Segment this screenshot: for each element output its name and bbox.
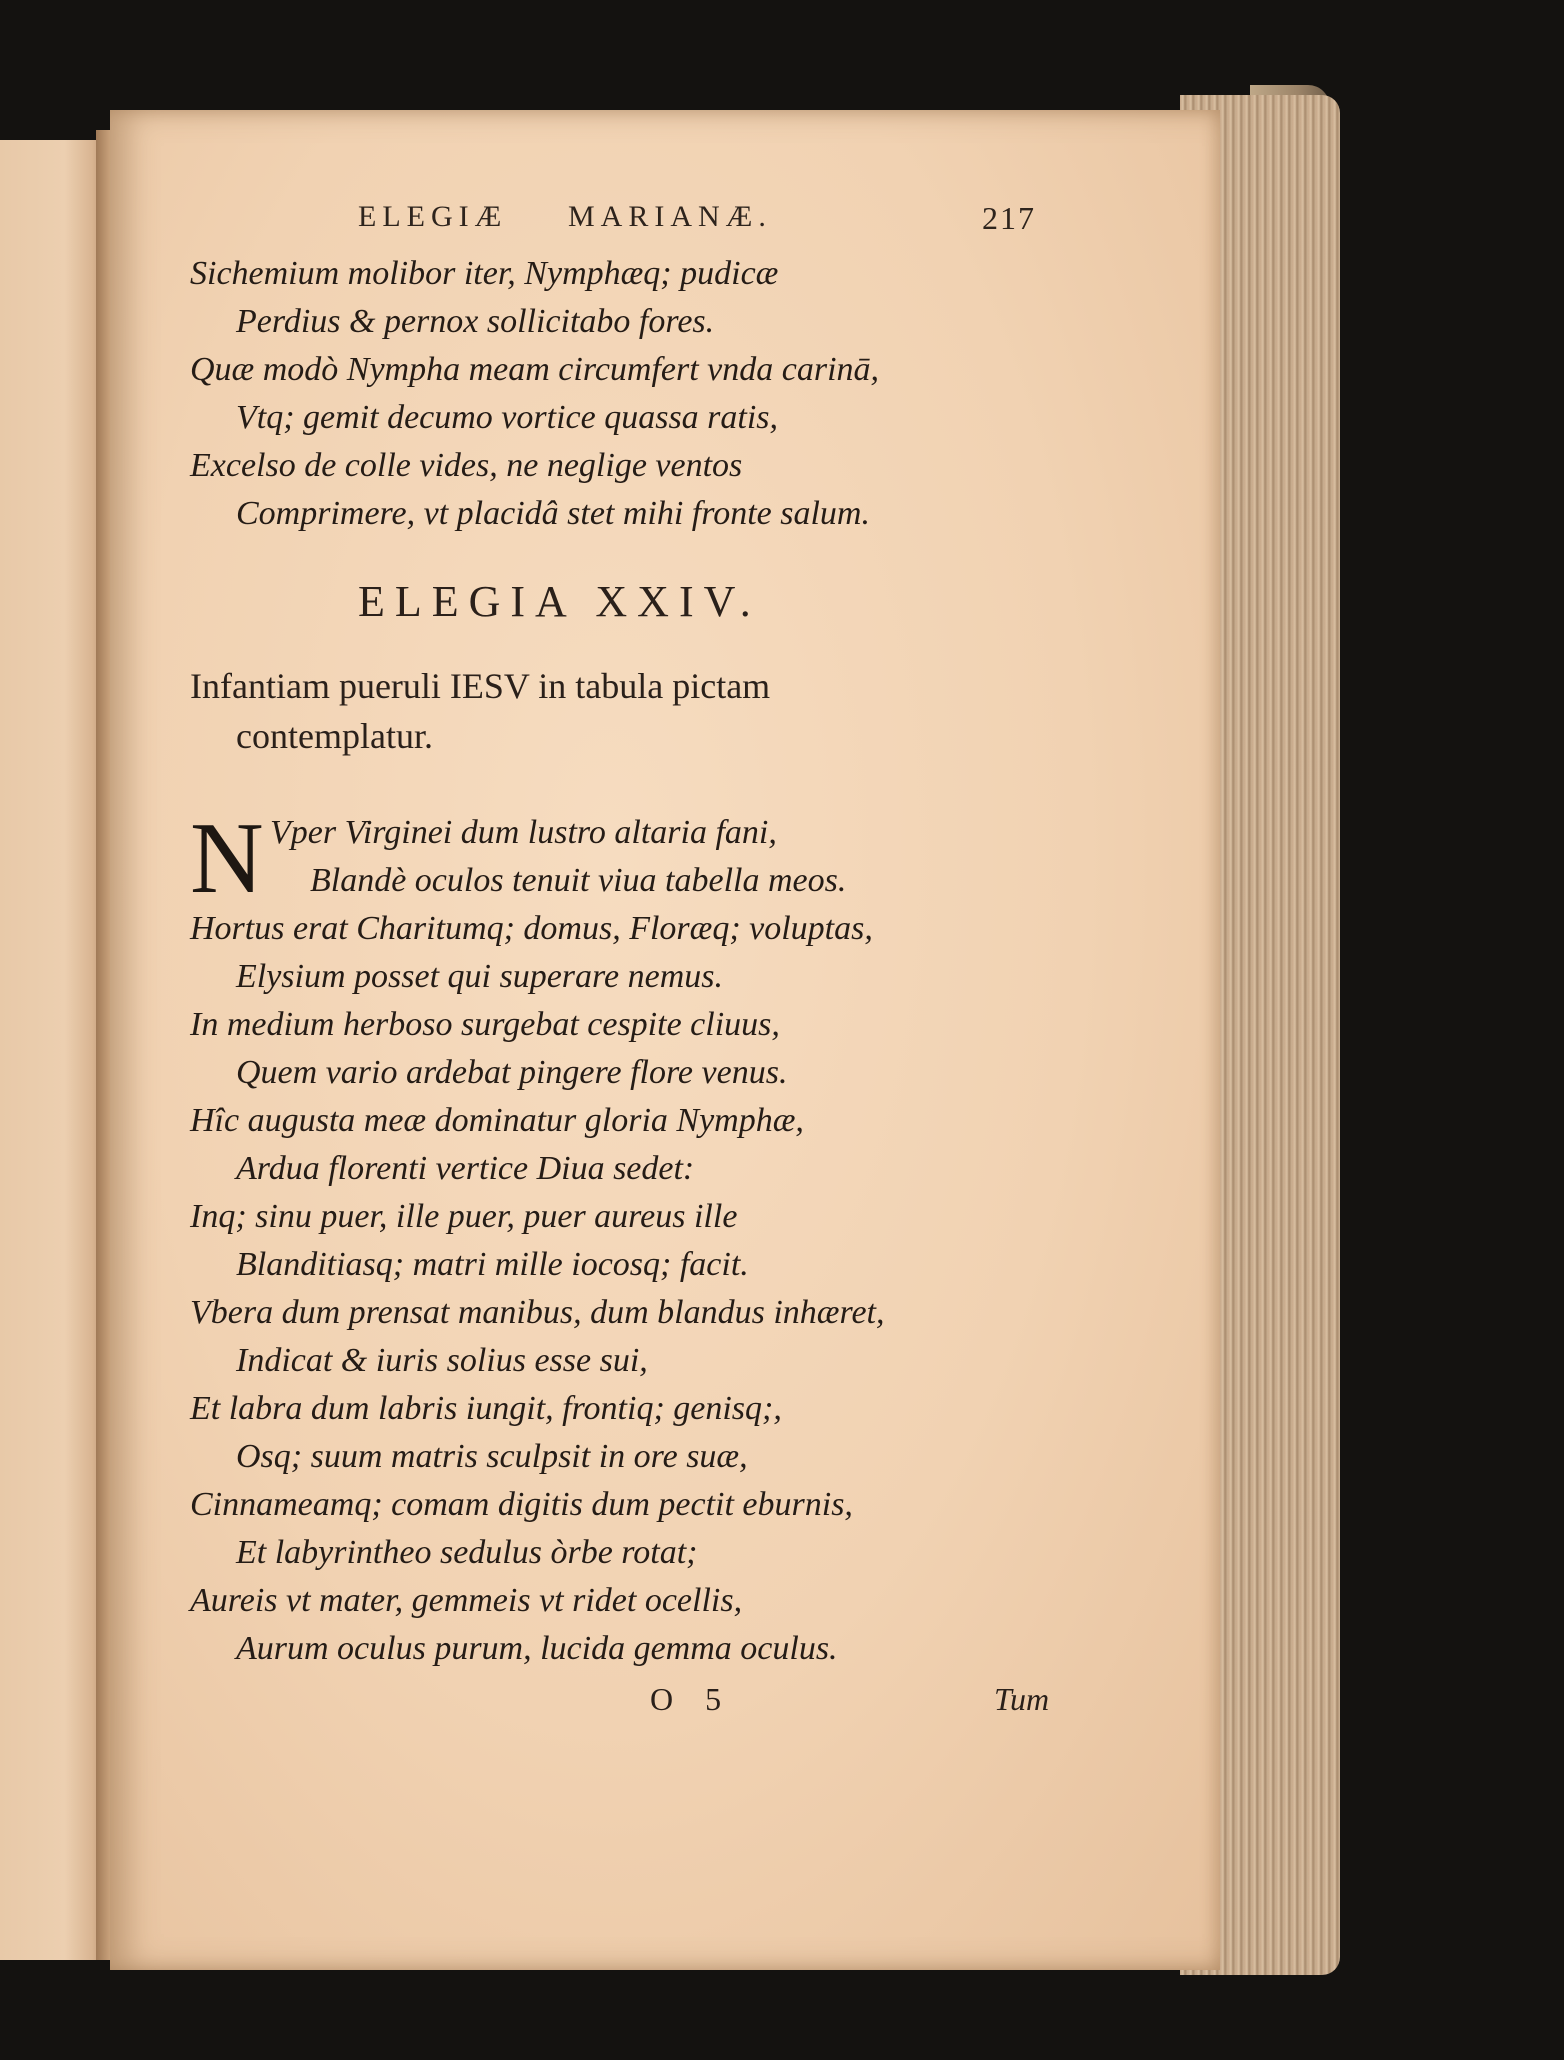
verse-line: Inq; sinu puer, ille puer, puer aureus ille bbox=[190, 1198, 738, 1235]
drop-cap: N bbox=[190, 802, 264, 915]
verse-line: Et labra dum labris iungit, frontiq; genisq;, bbox=[190, 1390, 782, 1427]
verse-line: Ardua florenti vertice Diua sedet: bbox=[236, 1150, 695, 1187]
verse-line: Excelso de colle vides, ne neglige ventos bbox=[190, 447, 743, 484]
verse-line: Vbera dum prensat manibus, dum blandus inhæret, bbox=[190, 1294, 885, 1331]
verse-line: Blanditiasq; matri mille iocosq; facit. bbox=[236, 1246, 749, 1283]
poem-body bbox=[190, 905, 1080, 1673]
verse-line: Osq; suum matris sculpsit in ore suæ, bbox=[236, 1438, 748, 1475]
running-head-title-right: MARIANÆ. bbox=[568, 200, 772, 233]
argument-line: contemplatur. bbox=[236, 716, 433, 756]
running-head-title-left: ELEGIÆ bbox=[358, 200, 508, 233]
page-number: 217 bbox=[982, 200, 1036, 236]
page-footer bbox=[190, 1681, 1080, 1731]
argument-line: Infantiam pueruli IESV in tabula pictam bbox=[190, 666, 771, 706]
verse-line: Cinnameamq; comam digitis dum pectit eburnis, bbox=[190, 1486, 853, 1523]
signature-mark: O 5 bbox=[650, 1681, 734, 1717]
elegy-argument bbox=[190, 661, 1080, 761]
verse-line: Quem vario ardebat pingere flore venus. bbox=[236, 1054, 788, 1091]
verse-line: In medium herboso surgebat cespite cliuus, bbox=[190, 1006, 780, 1043]
verse-line: Aurum oculus purum, lucida gemma oculus. bbox=[236, 1630, 838, 1667]
verse-line: Vper Virginei dum lustro altaria fani, bbox=[270, 814, 777, 851]
verse-line: Hortus erat Charitumq; domus, Floræq; voluptas, bbox=[190, 910, 873, 947]
verse-line: Aureis vt mater, gemmeis vt ridet ocellis, bbox=[190, 1582, 743, 1619]
verse-line: Comprimere, vt placidâ stet mihi fronte salum. bbox=[236, 495, 870, 532]
verse-line: Blandè oculos tenuit viua tabella meos. bbox=[310, 862, 847, 899]
opening-couplet bbox=[190, 802, 1080, 915]
previous-elegy-ending bbox=[190, 250, 1080, 538]
verse-line: Hîc augusta meæ dominatur gloria Nymphæ, bbox=[190, 1102, 804, 1139]
verse-line: Perdius & pernox sollicitabo fores. bbox=[236, 303, 715, 340]
catchword: Tum bbox=[994, 1681, 1050, 1717]
left-page-edge bbox=[0, 140, 108, 1960]
elegy-heading: ELEGIA XXIV. bbox=[358, 577, 761, 626]
verse-line: Quæ modò Nympha meam circumfert vnda carinā, bbox=[190, 351, 880, 388]
verse-line: Sichemium molibor iter, Nymphæq; pudicæ bbox=[190, 255, 779, 292]
running-head bbox=[190, 200, 1080, 250]
verse-line: Vtq; gemit decumo vortice quassa ratis, bbox=[236, 399, 779, 436]
page-content bbox=[190, 200, 1080, 1731]
verse-line: Indicat & iuris solius esse sui, bbox=[236, 1342, 648, 1379]
verse-line: Elysium posset qui superare nemus. bbox=[236, 958, 723, 995]
verse-line: Et labyrintheo sedulus òrbe rotat; bbox=[236, 1534, 698, 1571]
right-page bbox=[110, 110, 1220, 1970]
